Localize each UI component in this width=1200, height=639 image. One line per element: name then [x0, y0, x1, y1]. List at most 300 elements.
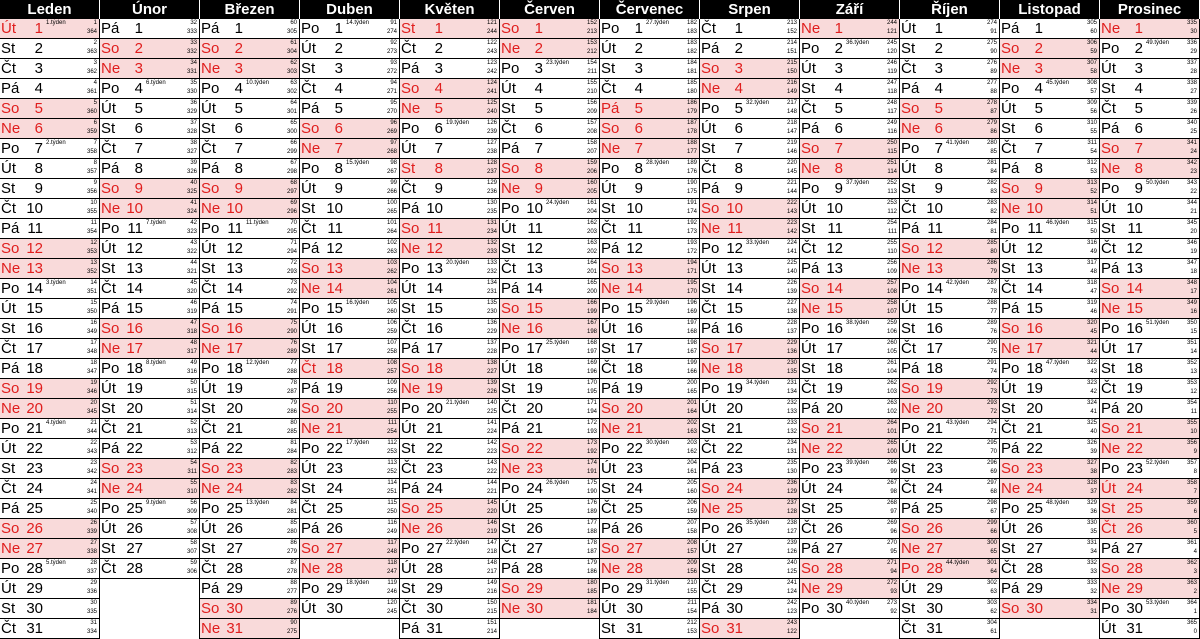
day-cell[interactable]	[100, 159, 200, 179]
day-cell[interactable]	[1100, 19, 1200, 39]
day-cell[interactable]	[1100, 379, 1200, 399]
day-cell[interactable]	[1000, 339, 1100, 359]
day-cell[interactable]	[500, 19, 600, 39]
day-cell[interactable]	[1000, 119, 1100, 139]
day-cell[interactable]	[1000, 299, 1100, 319]
day-cell[interactable]	[500, 499, 600, 519]
day-cell[interactable]	[500, 119, 600, 139]
day-cell[interactable]	[700, 439, 800, 459]
day-cell[interactable]	[1000, 579, 1100, 599]
day-cell[interactable]	[900, 359, 1000, 379]
day-cell[interactable]	[400, 439, 500, 459]
day-cell[interactable]	[0, 579, 100, 599]
day-cell[interactable]	[900, 179, 1000, 199]
day-cell[interactable]	[700, 39, 800, 59]
day-cell[interactable]	[800, 459, 900, 479]
day-cell[interactable]	[800, 179, 900, 199]
day-cell[interactable]	[600, 339, 700, 359]
day-cell[interactable]	[0, 199, 100, 219]
day-cell[interactable]	[200, 539, 300, 559]
day-cell[interactable]	[100, 39, 200, 59]
day-cell[interactable]	[700, 339, 800, 359]
day-cell[interactable]	[400, 119, 500, 139]
day-cell[interactable]	[1000, 319, 1100, 339]
day-cell[interactable]	[700, 359, 800, 379]
day-cell[interactable]	[300, 59, 400, 79]
day-cell[interactable]	[1000, 539, 1100, 559]
day-cell[interactable]	[0, 99, 100, 119]
day-cell[interactable]	[400, 19, 500, 39]
day-cell[interactable]	[400, 179, 500, 199]
day-cell[interactable]	[100, 379, 200, 399]
day-cell[interactable]	[600, 39, 700, 59]
day-cell[interactable]	[400, 239, 500, 259]
day-cell[interactable]	[200, 419, 300, 439]
day-cell[interactable]	[1000, 79, 1100, 99]
day-cell[interactable]	[700, 419, 800, 439]
day-cell[interactable]	[800, 219, 900, 239]
day-cell[interactable]	[900, 159, 1000, 179]
day-cell[interactable]	[300, 579, 400, 599]
day-cell[interactable]	[600, 479, 700, 499]
day-cell[interactable]	[200, 79, 300, 99]
day-cell[interactable]	[900, 19, 1000, 39]
day-cell[interactable]	[400, 579, 500, 599]
day-cell[interactable]	[1100, 399, 1200, 419]
day-cell[interactable]	[300, 419, 400, 439]
day-cell[interactable]	[800, 59, 900, 79]
day-cell[interactable]	[1100, 319, 1200, 339]
day-cell[interactable]	[900, 279, 1000, 299]
day-cell[interactable]	[500, 39, 600, 59]
day-cell[interactable]	[800, 279, 900, 299]
day-cell[interactable]	[800, 359, 900, 379]
day-cell[interactable]	[300, 519, 400, 539]
day-cell[interactable]	[600, 119, 700, 139]
day-cell[interactable]	[100, 219, 200, 239]
day-cell[interactable]	[700, 139, 800, 159]
day-cell[interactable]	[300, 39, 400, 59]
day-cell[interactable]	[500, 339, 600, 359]
day-cell[interactable]	[300, 279, 400, 299]
day-cell[interactable]	[600, 359, 700, 379]
day-cell[interactable]	[0, 239, 100, 259]
day-cell[interactable]	[600, 519, 700, 539]
day-cell[interactable]	[1100, 339, 1200, 359]
day-cell[interactable]	[400, 539, 500, 559]
day-cell[interactable]	[900, 579, 1000, 599]
day-cell[interactable]	[100, 299, 200, 319]
day-cell[interactable]	[900, 139, 1000, 159]
day-cell[interactable]	[600, 439, 700, 459]
day-cell[interactable]	[800, 139, 900, 159]
day-cell[interactable]	[1000, 39, 1100, 59]
day-cell[interactable]	[600, 559, 700, 579]
day-cell[interactable]	[0, 479, 100, 499]
day-cell[interactable]	[1100, 159, 1200, 179]
day-cell[interactable]	[100, 59, 200, 79]
day-cell[interactable]	[900, 599, 1000, 619]
day-cell[interactable]	[100, 479, 200, 499]
day-cell[interactable]	[300, 399, 400, 419]
day-cell[interactable]	[1000, 379, 1100, 399]
day-cell[interactable]	[0, 39, 100, 59]
day-cell[interactable]	[200, 399, 300, 419]
day-cell[interactable]	[400, 279, 500, 299]
day-cell[interactable]	[0, 19, 100, 39]
day-cell[interactable]	[1000, 139, 1100, 159]
day-cell[interactable]	[200, 39, 300, 59]
day-cell[interactable]	[200, 19, 300, 39]
day-cell[interactable]	[700, 239, 800, 259]
day-cell[interactable]	[400, 259, 500, 279]
day-cell[interactable]	[900, 539, 1000, 559]
day-cell[interactable]	[300, 19, 400, 39]
day-cell[interactable]	[300, 219, 400, 239]
day-cell[interactable]	[500, 419, 600, 439]
day-cell[interactable]	[0, 359, 100, 379]
day-cell[interactable]	[800, 499, 900, 519]
day-cell[interactable]	[0, 59, 100, 79]
day-cell[interactable]	[300, 379, 400, 399]
day-cell[interactable]	[900, 519, 1000, 539]
day-cell[interactable]	[800, 599, 900, 619]
day-cell[interactable]	[700, 619, 800, 639]
day-cell[interactable]	[600, 579, 700, 599]
day-cell[interactable]	[400, 319, 500, 339]
day-cell[interactable]	[400, 379, 500, 399]
day-cell[interactable]	[800, 19, 900, 39]
day-cell[interactable]	[1000, 239, 1100, 259]
day-cell[interactable]	[900, 399, 1000, 419]
day-cell[interactable]	[800, 239, 900, 259]
day-cell[interactable]	[500, 219, 600, 239]
day-cell[interactable]	[1000, 199, 1100, 219]
day-cell[interactable]	[400, 519, 500, 539]
day-cell[interactable]	[400, 219, 500, 239]
day-cell[interactable]	[1100, 199, 1200, 219]
day-cell[interactable]	[900, 319, 1000, 339]
day-cell[interactable]	[400, 559, 500, 579]
day-cell[interactable]	[1100, 179, 1200, 199]
day-cell[interactable]	[800, 79, 900, 99]
day-cell[interactable]	[600, 239, 700, 259]
day-cell[interactable]	[600, 499, 700, 519]
day-cell[interactable]	[0, 559, 100, 579]
day-cell[interactable]	[200, 159, 300, 179]
day-cell[interactable]	[0, 399, 100, 419]
day-cell[interactable]	[900, 479, 1000, 499]
day-cell[interactable]	[500, 579, 600, 599]
day-cell[interactable]	[0, 339, 100, 359]
day-cell[interactable]	[1100, 259, 1200, 279]
day-cell[interactable]	[700, 579, 800, 599]
day-cell[interactable]	[300, 319, 400, 339]
day-cell[interactable]	[1000, 479, 1100, 499]
day-cell[interactable]	[500, 519, 600, 539]
day-cell[interactable]	[1100, 219, 1200, 239]
day-cell[interactable]	[300, 159, 400, 179]
day-cell[interactable]	[600, 139, 700, 159]
day-cell[interactable]	[300, 79, 400, 99]
day-cell[interactable]	[400, 299, 500, 319]
day-cell[interactable]	[500, 259, 600, 279]
day-cell[interactable]	[700, 559, 800, 579]
day-cell[interactable]	[400, 339, 500, 359]
day-cell[interactable]	[700, 499, 800, 519]
day-cell[interactable]	[100, 279, 200, 299]
day-cell[interactable]	[800, 199, 900, 219]
day-cell[interactable]	[700, 59, 800, 79]
day-cell[interactable]	[0, 419, 100, 439]
day-cell[interactable]	[500, 159, 600, 179]
day-cell[interactable]	[1000, 399, 1100, 419]
day-cell[interactable]	[500, 239, 600, 259]
day-cell[interactable]	[1100, 559, 1200, 579]
day-cell[interactable]	[300, 99, 400, 119]
day-cell[interactable]	[700, 119, 800, 139]
day-cell[interactable]	[700, 159, 800, 179]
day-cell[interactable]	[300, 359, 400, 379]
day-cell[interactable]	[300, 179, 400, 199]
day-cell[interactable]	[800, 539, 900, 559]
day-cell[interactable]	[1100, 419, 1200, 439]
day-cell[interactable]	[300, 239, 400, 259]
day-cell[interactable]	[800, 259, 900, 279]
day-cell[interactable]	[600, 279, 700, 299]
day-cell[interactable]	[600, 459, 700, 479]
day-cell[interactable]	[1100, 359, 1200, 379]
day-cell[interactable]	[500, 179, 600, 199]
day-cell[interactable]	[300, 479, 400, 499]
day-cell[interactable]	[600, 259, 700, 279]
day-cell[interactable]	[1100, 239, 1200, 259]
day-cell[interactable]	[500, 439, 600, 459]
day-cell[interactable]	[400, 619, 500, 639]
day-cell[interactable]	[100, 439, 200, 459]
day-cell[interactable]	[1000, 459, 1100, 479]
day-cell[interactable]	[600, 99, 700, 119]
day-cell[interactable]	[200, 439, 300, 459]
day-cell[interactable]	[700, 459, 800, 479]
day-cell[interactable]	[1100, 499, 1200, 519]
day-cell[interactable]	[600, 539, 700, 559]
day-cell[interactable]	[700, 539, 800, 559]
day-cell[interactable]	[0, 179, 100, 199]
day-cell[interactable]	[300, 199, 400, 219]
day-cell[interactable]	[100, 239, 200, 259]
day-cell[interactable]	[600, 599, 700, 619]
day-cell[interactable]	[700, 279, 800, 299]
day-cell[interactable]	[200, 139, 300, 159]
day-cell[interactable]	[200, 359, 300, 379]
day-cell[interactable]	[0, 319, 100, 339]
day-cell[interactable]	[400, 59, 500, 79]
day-cell[interactable]	[300, 599, 400, 619]
day-cell[interactable]	[0, 79, 100, 99]
day-cell[interactable]	[300, 259, 400, 279]
day-cell[interactable]	[0, 119, 100, 139]
day-cell[interactable]	[100, 179, 200, 199]
day-cell[interactable]	[100, 99, 200, 119]
day-cell[interactable]	[200, 179, 300, 199]
day-cell[interactable]	[0, 439, 100, 459]
day-cell[interactable]	[900, 39, 1000, 59]
day-cell[interactable]	[200, 319, 300, 339]
day-cell[interactable]	[400, 359, 500, 379]
day-cell[interactable]	[1000, 559, 1100, 579]
day-cell[interactable]	[1000, 439, 1100, 459]
day-cell[interactable]	[1100, 459, 1200, 479]
day-cell[interactable]	[0, 219, 100, 239]
day-cell[interactable]	[700, 199, 800, 219]
day-cell[interactable]	[1100, 139, 1200, 159]
day-cell[interactable]	[600, 319, 700, 339]
day-cell[interactable]	[0, 379, 100, 399]
day-cell[interactable]	[800, 159, 900, 179]
day-cell[interactable]	[500, 319, 600, 339]
day-cell[interactable]	[100, 319, 200, 339]
day-cell[interactable]	[400, 419, 500, 439]
day-cell[interactable]	[100, 499, 200, 519]
day-cell[interactable]	[800, 559, 900, 579]
day-cell[interactable]	[600, 419, 700, 439]
day-cell[interactable]	[400, 459, 500, 479]
day-cell[interactable]	[800, 99, 900, 119]
day-cell[interactable]	[0, 299, 100, 319]
day-cell[interactable]	[1100, 119, 1200, 139]
day-cell[interactable]	[0, 279, 100, 299]
day-cell[interactable]	[0, 539, 100, 559]
day-cell[interactable]	[200, 559, 300, 579]
day-cell[interactable]	[400, 79, 500, 99]
day-cell[interactable]	[400, 499, 500, 519]
day-cell[interactable]	[100, 79, 200, 99]
day-cell[interactable]	[700, 479, 800, 499]
day-cell[interactable]	[100, 359, 200, 379]
day-cell[interactable]	[1000, 99, 1100, 119]
day-cell[interactable]	[200, 299, 300, 319]
day-cell[interactable]	[1000, 259, 1100, 279]
day-cell[interactable]	[600, 399, 700, 419]
day-cell[interactable]	[600, 379, 700, 399]
day-cell[interactable]	[0, 459, 100, 479]
day-cell[interactable]	[1100, 59, 1200, 79]
day-cell[interactable]	[500, 139, 600, 159]
day-cell[interactable]	[1100, 279, 1200, 299]
day-cell[interactable]	[500, 279, 600, 299]
day-cell[interactable]	[800, 319, 900, 339]
day-cell[interactable]	[500, 59, 600, 79]
day-cell[interactable]	[700, 519, 800, 539]
day-cell[interactable]	[600, 59, 700, 79]
day-cell[interactable]	[800, 339, 900, 359]
day-cell[interactable]	[200, 199, 300, 219]
day-cell[interactable]	[800, 379, 900, 399]
day-cell[interactable]	[800, 479, 900, 499]
day-cell[interactable]	[900, 419, 1000, 439]
day-cell[interactable]	[300, 559, 400, 579]
day-cell[interactable]	[1000, 59, 1100, 79]
day-cell[interactable]	[700, 259, 800, 279]
day-cell[interactable]	[500, 559, 600, 579]
day-cell[interactable]	[1000, 179, 1100, 199]
day-cell[interactable]	[0, 499, 100, 519]
day-cell[interactable]	[1100, 479, 1200, 499]
day-cell[interactable]	[700, 599, 800, 619]
day-cell[interactable]	[300, 119, 400, 139]
day-cell[interactable]	[1100, 79, 1200, 99]
day-cell[interactable]	[0, 159, 100, 179]
day-cell[interactable]	[500, 199, 600, 219]
day-cell[interactable]	[700, 19, 800, 39]
day-cell[interactable]	[500, 379, 600, 399]
day-cell[interactable]	[1100, 99, 1200, 119]
day-cell[interactable]	[800, 419, 900, 439]
day-cell[interactable]	[200, 259, 300, 279]
day-cell[interactable]	[900, 219, 1000, 239]
day-cell[interactable]	[500, 359, 600, 379]
day-cell[interactable]	[900, 459, 1000, 479]
day-cell[interactable]	[900, 119, 1000, 139]
day-cell[interactable]	[600, 159, 700, 179]
day-cell[interactable]	[900, 439, 1000, 459]
day-cell[interactable]	[800, 519, 900, 539]
day-cell[interactable]	[0, 519, 100, 539]
day-cell[interactable]	[200, 499, 300, 519]
day-cell[interactable]	[200, 379, 300, 399]
day-cell[interactable]	[0, 599, 100, 619]
day-cell[interactable]	[100, 139, 200, 159]
day-cell[interactable]	[400, 139, 500, 159]
day-cell[interactable]	[1000, 499, 1100, 519]
day-cell[interactable]	[1000, 419, 1100, 439]
day-cell[interactable]	[600, 79, 700, 99]
day-cell[interactable]	[1100, 619, 1200, 639]
day-cell[interactable]	[200, 239, 300, 259]
day-cell[interactable]	[500, 459, 600, 479]
day-cell[interactable]	[800, 439, 900, 459]
day-cell[interactable]	[200, 219, 300, 239]
day-cell[interactable]	[200, 339, 300, 359]
day-cell[interactable]	[900, 99, 1000, 119]
day-cell[interactable]	[600, 619, 700, 639]
day-cell[interactable]	[1000, 359, 1100, 379]
day-cell[interactable]	[100, 539, 200, 559]
day-cell[interactable]	[1100, 579, 1200, 599]
day-cell[interactable]	[800, 399, 900, 419]
day-cell[interactable]	[700, 299, 800, 319]
day-cell[interactable]	[400, 479, 500, 499]
day-cell[interactable]	[200, 59, 300, 79]
day-cell[interactable]	[800, 119, 900, 139]
day-cell[interactable]	[600, 219, 700, 239]
day-cell[interactable]	[400, 99, 500, 119]
day-cell[interactable]	[500, 599, 600, 619]
day-cell[interactable]	[500, 539, 600, 559]
day-cell[interactable]	[800, 39, 900, 59]
day-cell[interactable]	[700, 399, 800, 419]
day-cell[interactable]	[100, 339, 200, 359]
day-cell[interactable]	[200, 579, 300, 599]
day-cell[interactable]	[1000, 279, 1100, 299]
day-cell[interactable]	[300, 299, 400, 319]
day-cell[interactable]	[400, 39, 500, 59]
day-cell[interactable]	[700, 319, 800, 339]
day-cell[interactable]	[500, 299, 600, 319]
day-cell[interactable]	[0, 259, 100, 279]
day-cell[interactable]	[200, 459, 300, 479]
